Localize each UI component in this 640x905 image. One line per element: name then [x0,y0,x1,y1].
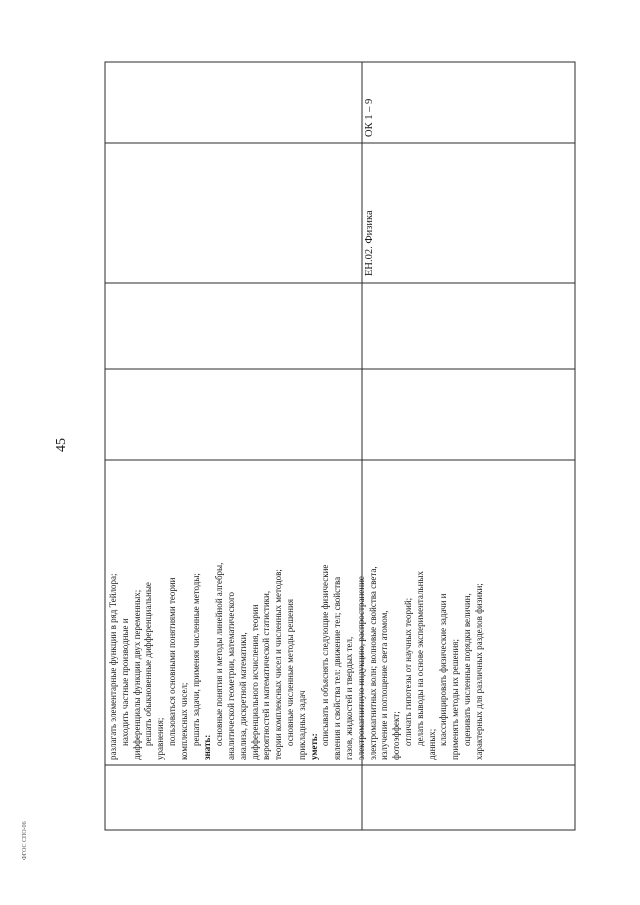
content-line: пользоваться основными понятиями теории [166,577,177,746]
content-line: основные понятия и методы линейной алгебры, [214,562,225,746]
content-line: данных; [426,728,437,760]
content-line: характерных для различных разделов физики; [473,583,484,760]
content-line: дифференциального исчисления, теории [249,604,260,760]
competence-cell: ОК 1 – 9 [364,98,375,137]
content-line: фотоэффект; [391,711,402,760]
content-line: классифицировать физические задачи и [438,593,449,746]
content-line: уравнения; [155,717,166,760]
skills-knowledge-cell [108,563,486,760]
page-number: 45 [54,438,69,452]
content-line: явления и свойства тел: движение тел; свойства [332,576,343,760]
content-line: комплексных чисел; [178,682,189,760]
content-line: электромагнитную индукцию, распространение [355,576,366,760]
content-line: применять методы их решения; [450,639,461,760]
footer-code: ФГОС СПО-06 [22,821,28,860]
discipline-cell: ЕН.02. Физика [364,210,375,276]
content-line: оценивать численные порядки величин, [461,593,472,746]
content-line: прикладных задач [296,690,307,760]
content-line: аналитической геометрии, математического [225,591,236,760]
content-line: анализа, дискретной математики, [237,632,248,760]
content-line: решать задачи, применяя численные методы; [190,573,201,746]
content-line: решать обыкновенные дифференциальные [143,582,154,746]
content-line: основные численные методы решения [284,599,295,746]
content-line: газов, жидкостей и твердых тел, [343,636,354,760]
content-line: теории комплексных чисел и численных методов; [273,569,284,760]
content-line: дифференциалы функции двух переменных; [131,589,142,760]
content-line: делать выводы на основе экспериментальных [414,571,425,746]
content-line: находить частные производные и [119,618,130,746]
content-line: электромагнитных волн; волновые свойства света, [367,566,378,760]
content-line: отличать гипотезы от научных теорий; [402,597,413,746]
section-heading: знать: [202,734,213,760]
content-line: вероятностей и математической статистики, [261,590,272,760]
content-line: разлагать элементарные функции в ряд Тейлора; [108,573,118,760]
section-heading: уметь: [308,733,319,760]
content-line: описывать и объяснять следующие физические [320,564,331,746]
content-line: излучение и поглощение света атомом, [379,610,390,760]
